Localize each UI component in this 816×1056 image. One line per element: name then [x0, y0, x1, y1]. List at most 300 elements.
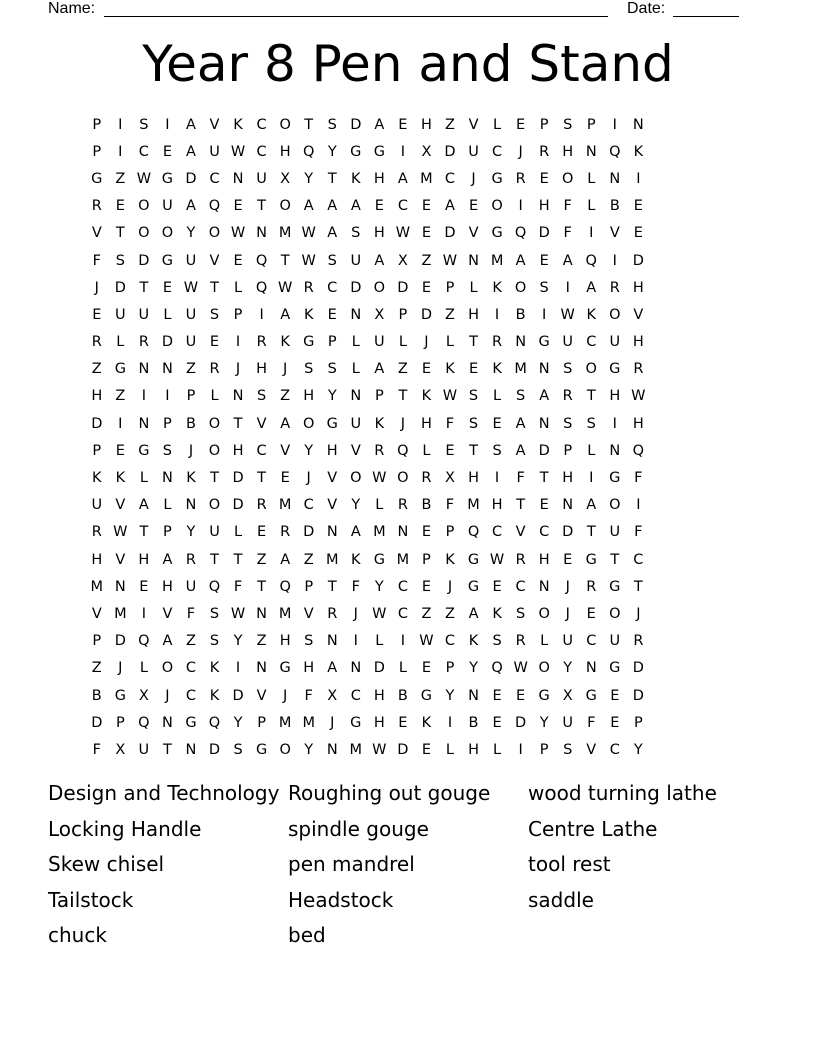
grid-letter[interactable]: C	[444, 633, 456, 650]
grid-letter[interactable]: L	[493, 116, 502, 133]
grid-letter[interactable]: Q	[302, 143, 315, 160]
grid-letter[interactable]: Z	[303, 551, 314, 568]
grid-letter[interactable]: A	[162, 551, 173, 568]
grid-letter[interactable]: P	[304, 578, 314, 595]
grid-letter[interactable]: G	[373, 551, 385, 568]
grid-letter[interactable]: I	[400, 633, 406, 650]
grid-letter[interactable]: C	[444, 170, 456, 187]
grid-letter[interactable]: T	[516, 497, 526, 514]
grid-letter[interactable]: T	[586, 388, 596, 405]
grid-letter[interactable]: L	[398, 660, 407, 677]
grid-letter[interactable]: X	[280, 170, 291, 187]
grid-letter[interactable]: Z	[91, 361, 102, 378]
grid-letter[interactable]: S	[233, 741, 243, 758]
grid-letter[interactable]: D	[632, 687, 644, 704]
grid-letter[interactable]: V	[303, 605, 314, 622]
grid-letter[interactable]: S	[563, 361, 573, 378]
grid-letter[interactable]: O	[609, 306, 621, 323]
grid-letter[interactable]: Q	[255, 279, 268, 296]
grid-letter[interactable]: R	[91, 198, 102, 215]
grid-letter[interactable]: X	[562, 687, 573, 704]
grid-letter[interactable]: F	[186, 605, 196, 622]
grid-letter[interactable]: S	[209, 633, 220, 650]
grid-letter[interactable]: I	[235, 660, 241, 677]
grid-letter[interactable]: C	[492, 143, 503, 160]
grid-letter[interactable]: U	[185, 252, 197, 269]
grid-letter[interactable]: C	[539, 524, 550, 541]
grid-letter[interactable]: A	[539, 388, 550, 405]
date-blank-line[interactable]	[673, 16, 739, 17]
grid-letter[interactable]: U	[185, 578, 197, 595]
grid-letter[interactable]: T	[257, 578, 267, 595]
grid-letter[interactable]: B	[91, 687, 102, 704]
grid-letter[interactable]: U	[209, 143, 220, 160]
grid-letter[interactable]: E	[421, 279, 432, 296]
grid-letter[interactable]: I	[494, 470, 500, 487]
grid-letter[interactable]: A	[515, 442, 526, 459]
grid-letter[interactable]: I	[542, 306, 547, 323]
grid-letter[interactable]: W	[442, 388, 458, 405]
grid-letter[interactable]: N	[161, 470, 173, 487]
grid-letter[interactable]: V	[609, 225, 620, 242]
grid-letter[interactable]: S	[209, 605, 220, 622]
grid-letter[interactable]: A	[303, 198, 314, 215]
grid-letter[interactable]: U	[138, 741, 150, 758]
grid-letter[interactable]: K	[421, 388, 432, 405]
grid-letter[interactable]: I	[141, 388, 146, 405]
grid-letter[interactable]: N	[562, 497, 574, 514]
grid-letter[interactable]: Q	[255, 252, 268, 269]
name-blank-line[interactable]	[104, 16, 608, 17]
grid-letter[interactable]: O	[208, 497, 221, 514]
grid-letter[interactable]: Q	[208, 578, 221, 595]
grid-letter[interactable]: V	[91, 605, 102, 622]
grid-letter[interactable]: Z	[421, 252, 432, 269]
grid-letter[interactable]: O	[302, 415, 315, 432]
grid-letter[interactable]: K	[492, 361, 502, 378]
grid-letter[interactable]: O	[491, 198, 503, 215]
grid-letter[interactable]: C	[256, 442, 267, 459]
grid-letter[interactable]: X	[115, 741, 126, 758]
grid-letter[interactable]: U	[609, 633, 621, 650]
grid-letter[interactable]: V	[256, 687, 267, 704]
grid-letter[interactable]: N	[232, 388, 244, 405]
grid-letter[interactable]: O	[350, 470, 362, 487]
grid-letter[interactable]: R	[327, 605, 338, 622]
grid-letter[interactable]: U	[562, 334, 574, 351]
grid-letter[interactable]: G	[420, 687, 433, 704]
grid-letter[interactable]: F	[634, 470, 643, 487]
grid-letter[interactable]: Q	[632, 442, 645, 459]
grid-letter[interactable]: K	[303, 306, 314, 323]
grid-letter[interactable]: D	[350, 279, 362, 296]
grid-letter[interactable]: T	[304, 116, 314, 133]
grid-letter[interactable]: E	[327, 306, 337, 323]
grid-letter[interactable]: Y	[186, 524, 196, 541]
grid-letter[interactable]: X	[421, 143, 432, 160]
grid-letter[interactable]: A	[350, 198, 361, 215]
grid-letter[interactable]: F	[445, 415, 455, 432]
grid-letter[interactable]: T	[162, 741, 172, 758]
grid-letter[interactable]: P	[445, 524, 455, 541]
grid-letter[interactable]: L	[587, 198, 596, 215]
grid-letter[interactable]: O	[208, 442, 221, 459]
grid-letter[interactable]: L	[493, 741, 502, 758]
grid-letter[interactable]: S	[468, 415, 479, 432]
grid-letter[interactable]: E	[115, 442, 125, 459]
grid-letter[interactable]: K	[445, 361, 455, 378]
grid-letter[interactable]: D	[91, 714, 103, 731]
grid-letter[interactable]: T	[398, 388, 408, 405]
grid-letter[interactable]: T	[327, 170, 337, 187]
grid-letter[interactable]: O	[208, 225, 221, 242]
grid-letter[interactable]: O	[373, 279, 386, 296]
grid-letter[interactable]: S	[304, 361, 314, 378]
grid-letter[interactable]: C	[350, 687, 361, 704]
grid-letter[interactable]: L	[398, 334, 407, 351]
grid-letter[interactable]: K	[92, 470, 102, 487]
grid-letter[interactable]: L	[445, 741, 455, 758]
grid-letter[interactable]: E	[115, 198, 125, 215]
grid-letter[interactable]: V	[115, 551, 126, 568]
grid-letter[interactable]: I	[400, 143, 406, 160]
grid-letter[interactable]: O	[397, 470, 409, 487]
grid-letter[interactable]: T	[327, 578, 337, 595]
grid-letter[interactable]: E	[492, 578, 502, 595]
grid-letter[interactable]: R	[374, 442, 385, 459]
grid-letter[interactable]: N	[138, 361, 150, 378]
grid-letter[interactable]: W	[372, 741, 387, 758]
grid-letter[interactable]: U	[185, 306, 197, 323]
grid-letter[interactable]: H	[279, 633, 291, 650]
grid-letter[interactable]: I	[353, 633, 358, 650]
grid-letter[interactable]: K	[468, 633, 479, 650]
grid-letter[interactable]: A	[327, 198, 338, 215]
grid-letter[interactable]: R	[515, 633, 526, 650]
grid-letter[interactable]: B	[421, 497, 432, 514]
grid-letter[interactable]: G	[350, 143, 362, 160]
grid-letter[interactable]: N	[185, 741, 197, 758]
grid-letter[interactable]: M	[278, 605, 292, 622]
grid-letter[interactable]: B	[397, 687, 408, 704]
grid-letter[interactable]: H	[138, 551, 150, 568]
grid-letter[interactable]: A	[562, 252, 573, 269]
grid-letter[interactable]: Q	[514, 225, 527, 242]
grid-letter[interactable]: O	[585, 361, 597, 378]
grid-letter[interactable]: Z	[421, 605, 432, 622]
grid-letter[interactable]: J	[518, 143, 523, 160]
grid-letter[interactable]: A	[515, 415, 526, 432]
grid-letter[interactable]: K	[233, 116, 243, 133]
grid-letter[interactable]: O	[609, 497, 621, 514]
grid-letter[interactable]: H	[632, 334, 644, 351]
grid-letter[interactable]: I	[165, 388, 170, 405]
grid-letter[interactable]: S	[586, 415, 596, 432]
grid-letter[interactable]: I	[118, 415, 123, 432]
grid-letter[interactable]: W	[183, 279, 199, 296]
grid-letter[interactable]: I	[259, 306, 264, 323]
grid-letter[interactable]: C	[586, 633, 597, 650]
grid-letter[interactable]: S	[327, 116, 337, 133]
grid-letter[interactable]: D	[161, 334, 173, 351]
grid-letter[interactable]: P	[327, 334, 337, 351]
grid-letter[interactable]: O	[562, 170, 574, 187]
grid-letter[interactable]: U	[138, 306, 150, 323]
grid-letter[interactable]: S	[516, 605, 526, 622]
grid-letter[interactable]: R	[209, 361, 220, 378]
grid-letter[interactable]: L	[210, 388, 219, 405]
grid-letter[interactable]: E	[586, 605, 596, 622]
grid-letter[interactable]: F	[92, 741, 101, 758]
grid-letter[interactable]: E	[539, 252, 549, 269]
grid-letter[interactable]: N	[538, 578, 550, 595]
grid-letter[interactable]: Q	[585, 252, 597, 269]
grid-letter[interactable]: K	[209, 660, 220, 677]
grid-letter[interactable]: G	[114, 687, 126, 704]
grid-letter[interactable]: V	[256, 415, 267, 432]
grid-letter[interactable]: T	[280, 252, 290, 269]
grid-letter[interactable]: J	[447, 578, 453, 595]
grid-letter[interactable]: I	[141, 605, 146, 622]
grid-letter[interactable]: P	[539, 116, 549, 133]
grid-letter[interactable]: A	[280, 551, 291, 568]
grid-letter[interactable]: F	[445, 497, 455, 514]
grid-letter[interactable]: N	[326, 741, 338, 758]
grid-letter[interactable]: O	[138, 198, 150, 215]
grid-letter[interactable]: P	[92, 633, 102, 650]
grid-letter[interactable]: K	[351, 170, 361, 187]
grid-letter[interactable]: P	[445, 660, 455, 677]
grid-letter[interactable]: S	[115, 252, 125, 269]
grid-letter[interactable]: J	[235, 361, 241, 378]
grid-letter[interactable]: A	[327, 660, 338, 677]
grid-letter[interactable]: W	[419, 633, 434, 650]
grid-letter[interactable]: G	[609, 578, 621, 595]
grid-letter[interactable]: U	[609, 334, 621, 351]
grid-letter[interactable]: O	[514, 279, 527, 296]
grid-letter[interactable]: F	[563, 225, 572, 242]
grid-letter[interactable]: L	[469, 279, 478, 296]
grid-letter[interactable]: R	[138, 334, 149, 351]
grid-letter[interactable]: X	[374, 306, 385, 323]
grid-letter[interactable]: G	[185, 714, 197, 731]
grid-letter[interactable]: W	[230, 225, 246, 242]
grid-letter[interactable]: E	[421, 524, 432, 541]
grid-letter[interactable]: I	[118, 116, 123, 133]
grid-letter[interactable]: D	[303, 524, 315, 541]
grid-letter[interactable]: P	[398, 306, 408, 323]
grid-letter[interactable]: N	[350, 388, 362, 405]
grid-letter[interactable]: R	[492, 334, 503, 351]
grid-letter[interactable]: N	[468, 252, 479, 269]
grid-letter[interactable]: M	[302, 714, 315, 731]
grid-letter[interactable]: H	[326, 442, 338, 459]
grid-letter[interactable]: C	[303, 497, 314, 514]
grid-letter[interactable]: J	[188, 442, 194, 459]
grid-letter[interactable]: B	[515, 306, 526, 323]
grid-letter[interactable]: W	[560, 306, 575, 323]
grid-letter[interactable]: A	[374, 116, 385, 133]
grid-letter[interactable]: E	[398, 116, 408, 133]
grid-letter[interactable]: E	[563, 551, 573, 568]
grid-letter[interactable]: N	[256, 660, 268, 677]
grid-letter[interactable]: U	[562, 714, 574, 731]
grid-letter[interactable]: X	[445, 470, 455, 487]
grid-letter[interactable]: C	[492, 524, 503, 541]
grid-letter[interactable]: E	[162, 279, 172, 296]
grid-letter[interactable]: J	[471, 170, 476, 187]
grid-letter[interactable]: H	[468, 306, 479, 323]
grid-letter[interactable]: Y	[633, 741, 643, 758]
grid-letter[interactable]: A	[586, 279, 597, 296]
grid-letter[interactable]: A	[186, 198, 196, 215]
grid-letter[interactable]: N	[256, 605, 268, 622]
grid-letter[interactable]: I	[612, 415, 617, 432]
grid-letter[interactable]: G	[279, 660, 291, 677]
grid-letter[interactable]: H	[468, 741, 479, 758]
grid-letter[interactable]: Z	[445, 306, 455, 323]
grid-letter[interactable]: H	[279, 143, 291, 160]
grid-letter[interactable]: M	[278, 225, 292, 242]
grid-letter[interactable]: Z	[91, 660, 102, 677]
grid-letter[interactable]: J	[94, 279, 99, 296]
grid-letter[interactable]: P	[92, 143, 102, 160]
grid-letter[interactable]: D	[397, 741, 409, 758]
grid-letter[interactable]: R	[515, 551, 526, 568]
grid-letter[interactable]: P	[233, 306, 243, 323]
grid-letter[interactable]: I	[235, 334, 241, 351]
grid-letter[interactable]: T	[257, 470, 267, 487]
grid-letter[interactable]: G	[609, 660, 621, 677]
grid-letter[interactable]: T	[586, 524, 596, 541]
grid-letter[interactable]: G	[350, 714, 362, 731]
grid-letter[interactable]: P	[633, 714, 643, 731]
grid-letter[interactable]: M	[514, 361, 527, 378]
grid-letter[interactable]: L	[587, 170, 596, 187]
grid-letter[interactable]: M	[373, 524, 386, 541]
grid-letter[interactable]: S	[563, 741, 573, 758]
grid-letter[interactable]: A	[280, 306, 291, 323]
grid-letter[interactable]: R	[256, 497, 267, 514]
grid-letter[interactable]: R	[303, 279, 314, 296]
grid-letter[interactable]: G	[538, 334, 550, 351]
grid-letter[interactable]: V	[515, 524, 526, 541]
grid-letter[interactable]: O	[538, 605, 550, 622]
grid-letter[interactable]: Y	[233, 714, 243, 731]
grid-letter[interactable]: H	[232, 442, 244, 459]
grid-letter[interactable]: C	[397, 605, 408, 622]
grid-letter[interactable]: N	[468, 687, 479, 704]
grid-letter[interactable]: M	[467, 497, 480, 514]
grid-letter[interactable]: S	[351, 225, 361, 242]
grid-letter[interactable]: N	[609, 442, 621, 459]
grid-letter[interactable]: G	[161, 252, 174, 269]
grid-letter[interactable]: R	[633, 361, 644, 378]
grid-letter[interactable]: P	[186, 388, 196, 405]
grid-letter[interactable]: T	[210, 470, 219, 487]
grid-letter[interactable]: R	[515, 170, 526, 187]
grid-letter[interactable]: E	[421, 361, 432, 378]
grid-letter[interactable]: W	[489, 551, 505, 568]
grid-letter[interactable]: V	[209, 116, 220, 133]
grid-letter[interactable]: E	[633, 198, 643, 215]
grid-letter[interactable]: W	[301, 252, 316, 269]
grid-letter[interactable]: K	[633, 143, 644, 160]
grid-letter[interactable]: H	[303, 388, 315, 405]
grid-letter[interactable]: C	[185, 687, 197, 704]
grid-letter[interactable]: E	[233, 252, 243, 269]
grid-letter[interactable]: Y	[563, 660, 573, 677]
grid-letter[interactable]: M	[420, 170, 433, 187]
grid-letter[interactable]: X	[138, 687, 149, 704]
grid-letter[interactable]: K	[186, 470, 196, 487]
grid-letter[interactable]: S	[563, 116, 573, 133]
grid-letter[interactable]: H	[256, 361, 268, 378]
grid-letter[interactable]: T	[139, 279, 149, 296]
grid-letter[interactable]: U	[91, 497, 103, 514]
grid-letter[interactable]: I	[494, 306, 500, 323]
grid-letter[interactable]: C	[256, 116, 267, 133]
grid-letter[interactable]: F	[233, 578, 243, 595]
grid-letter[interactable]: F	[92, 252, 101, 269]
grid-letter[interactable]: N	[632, 116, 644, 133]
grid-letter[interactable]: E	[468, 198, 479, 215]
grid-letter[interactable]: D	[373, 660, 385, 677]
grid-letter[interactable]: P	[163, 415, 172, 432]
grid-letter[interactable]: L	[163, 306, 172, 323]
grid-letter[interactable]: H	[609, 388, 621, 405]
grid-letter[interactable]: Y	[304, 442, 314, 459]
grid-letter[interactable]: D	[114, 633, 126, 650]
grid-letter[interactable]: N	[585, 660, 597, 677]
grid-letter[interactable]: I	[518, 198, 523, 215]
grid-letter[interactable]: T	[233, 415, 243, 432]
grid-letter[interactable]: H	[632, 415, 644, 432]
grid-letter[interactable]: O	[208, 415, 221, 432]
grid-letter[interactable]: Z	[256, 633, 267, 650]
grid-letter[interactable]: M	[90, 578, 104, 595]
grid-letter[interactable]: V	[633, 306, 644, 323]
grid-letter[interactable]: T	[210, 551, 219, 568]
grid-letter[interactable]: V	[468, 225, 479, 242]
grid-letter[interactable]: N	[232, 170, 244, 187]
grid-letter[interactable]: Y	[304, 741, 314, 758]
grid-letter[interactable]: P	[586, 116, 596, 133]
grid-letter[interactable]: G	[585, 551, 597, 568]
grid-letter[interactable]: E	[492, 415, 502, 432]
grid-letter[interactable]: T	[469, 334, 478, 351]
grid-letter[interactable]: K	[374, 415, 385, 432]
grid-letter[interactable]: L	[116, 334, 125, 351]
grid-letter[interactable]: M	[396, 551, 410, 568]
grid-letter[interactable]: J	[306, 470, 311, 487]
grid-letter[interactable]: J	[565, 578, 570, 595]
grid-letter[interactable]: U	[350, 415, 362, 432]
grid-letter[interactable]: V	[327, 470, 338, 487]
grid-letter[interactable]: E	[492, 687, 502, 704]
grid-letter[interactable]: D	[515, 714, 527, 731]
grid-letter[interactable]: E	[539, 497, 549, 514]
grid-letter[interactable]: L	[351, 334, 360, 351]
grid-letter[interactable]: U	[256, 170, 267, 187]
grid-letter[interactable]: Z	[445, 605, 455, 622]
grid-letter[interactable]: N	[185, 497, 197, 514]
grid-letter[interactable]: S	[162, 442, 173, 459]
grid-letter[interactable]: S	[327, 252, 337, 269]
grid-letter[interactable]: G	[255, 741, 268, 758]
grid-letter[interactable]: X	[397, 252, 408, 269]
grid-letter[interactable]: L	[234, 524, 243, 541]
